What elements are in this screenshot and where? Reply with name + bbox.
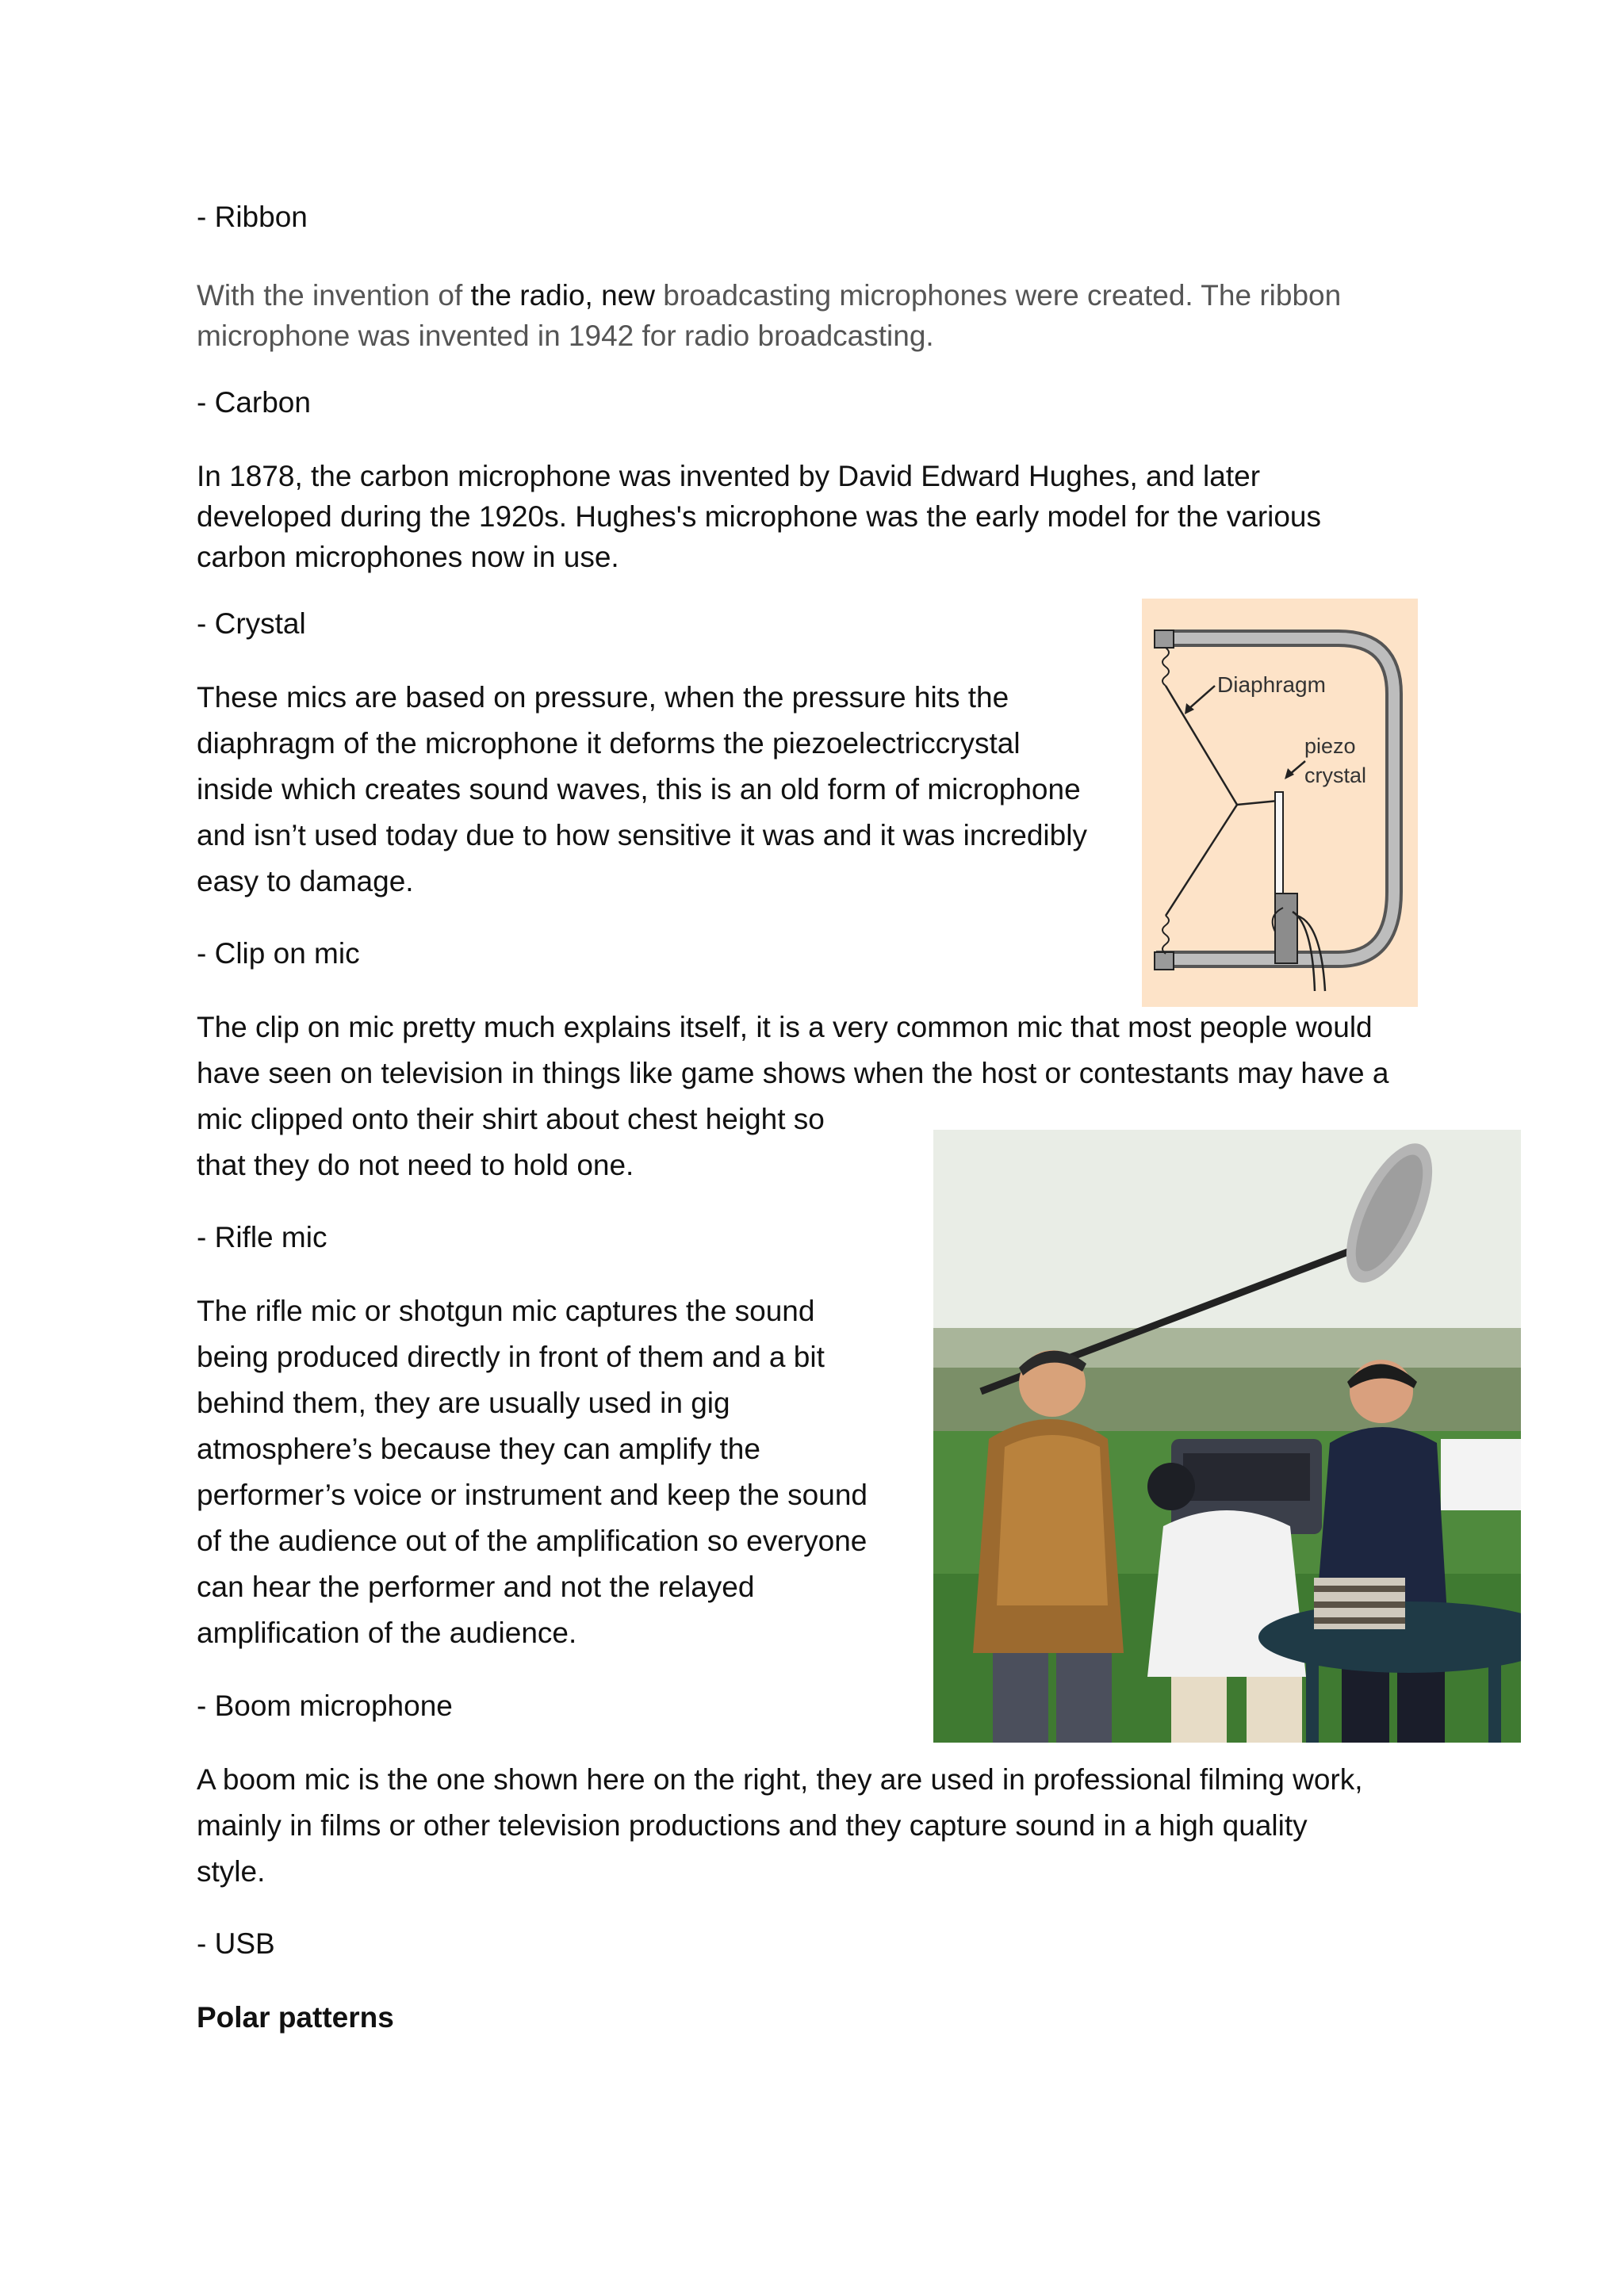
boom-line-3: style. [197, 1855, 266, 1888]
heading-rifle: - Rifle mic [197, 1221, 327, 1253]
crystal-line-4: and isn’t used today due to how sensitive it was and it was incredibly [197, 819, 1087, 851]
crystal-line-5: easy to damage. [197, 865, 414, 897]
rifle-line-3: behind them, they are usually used in gig [197, 1387, 730, 1419]
rifle-line-7: can hear the performer and not the relayed [197, 1571, 755, 1603]
heading-ribbon: - Ribbon [197, 201, 308, 233]
heading-boom: - Boom microphone [197, 1689, 453, 1722]
crystal-line-3: inside which creates sound waves, this is an old form of microphone [197, 773, 1081, 806]
heading-usb: - USB [197, 1927, 275, 1960]
ribbon-line-1: With the invention of the radio, new broadcasting microphones were created. The ribbon [197, 279, 1342, 312]
clip-on-line-1: The clip on mic pretty much explains itself, it is a very common mic that most people would [197, 1011, 1373, 1043]
rifle-line-2: being produced directly in front of them and a bit [197, 1341, 825, 1373]
rifle-line-1: The rifle mic or shotgun mic captures the sound [197, 1295, 815, 1327]
boom-mic-photo [933, 1130, 1521, 1743]
diaphragm-label: Diaphragm [1217, 672, 1326, 697]
crystal-line-1: These mics are based on pressure, when the pressure hits the [197, 681, 1009, 714]
rifle-line-6: of the audience out of the amplification so everyone [197, 1525, 868, 1557]
crystal-mic-diagram [1142, 599, 1418, 1007]
rifle-line-5: performer’s voice or instrument and keep the sound [197, 1479, 868, 1511]
heading-crystal: - Crystal [197, 607, 306, 640]
rifle-line-4: atmosphere’s because they can amplify the [197, 1433, 760, 1465]
crystal-line-2: diaphragm of the microphone it deforms the piezoelectriccrystal [197, 727, 1021, 760]
boom-line-2: mainly in films or other television productions and they capture sound in a high quality [197, 1809, 1308, 1842]
carbon-line-1: In 1878, the carbon microphone was invented by David Edward Hughes, and later [197, 460, 1261, 492]
radio-link: the radio [470, 279, 585, 312]
boom-line-1: A boom mic is the one shown here on the right, they are used in professional filming work, [197, 1763, 1363, 1796]
clip-on-line-3: mic clipped onto their shirt about chest height so [197, 1103, 825, 1135]
crystal-label: crystal [1304, 763, 1367, 787]
clip-on-line-2: have seen on television in things like game shows when the host or contestants may have a [197, 1057, 1389, 1089]
heading-clip-on: - Clip on mic [197, 937, 360, 970]
clip-on-line-4: that they do not need to hold one. [197, 1149, 634, 1181]
heading-polar-patterns: Polar patterns [197, 2001, 394, 2034]
ribbon-line-2: microphone was invented in 1942 for radio broadcasting. [197, 320, 934, 352]
rifle-line-8: amplification of the audience. [197, 1617, 577, 1649]
carbon-line-3: carbon microphones now in use. [197, 541, 619, 573]
carbon-line-2: developed during the 1920s. Hughes's microphone was the early model for the various [197, 500, 1322, 533]
piezo-label: piezo [1304, 734, 1356, 758]
new-link: new [601, 279, 655, 312]
heading-carbon: - Carbon [197, 386, 311, 419]
